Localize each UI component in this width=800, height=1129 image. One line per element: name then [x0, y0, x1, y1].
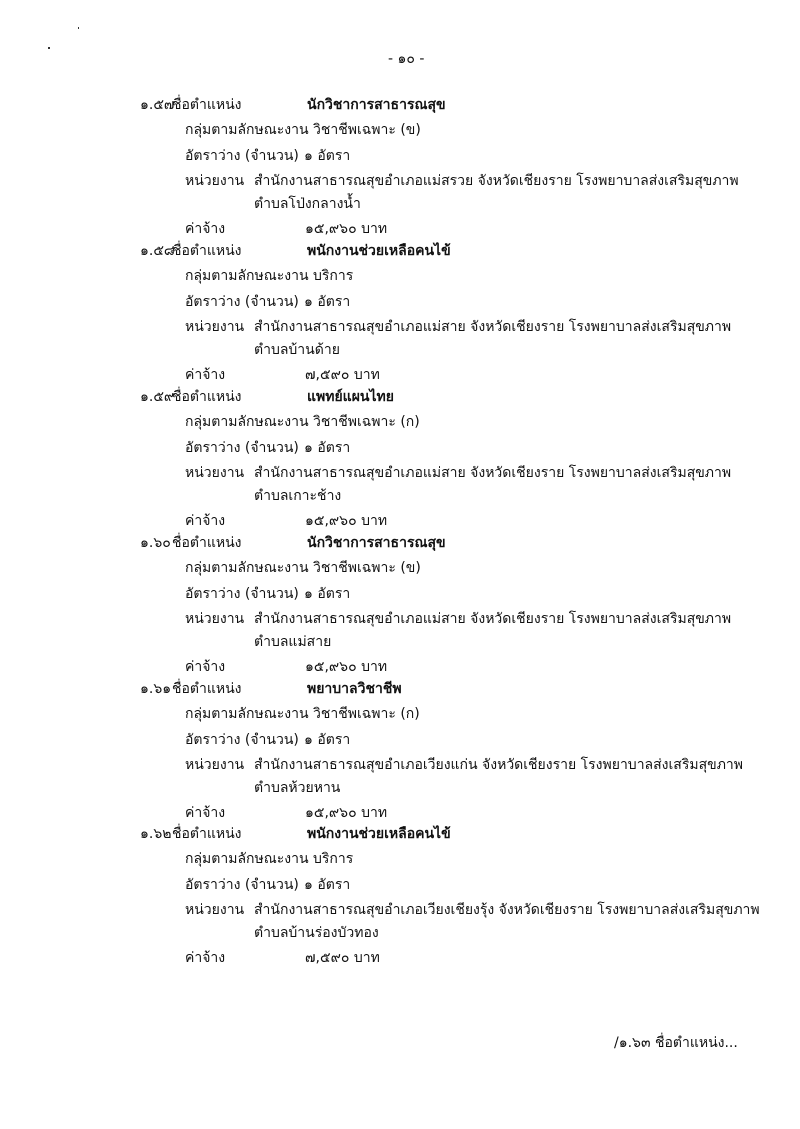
rate-value: ๑ อัตรา — [304, 148, 351, 164]
page-number: - ๑๐ - — [388, 51, 425, 67]
rate-label: อัตราว่าง (จำนวน) — [185, 148, 299, 164]
position-entry — [0, 823, 800, 968]
position-entry — [0, 678, 800, 823]
rate-value: ๑ อัตรา — [304, 732, 351, 748]
wage-label: ค่าจ้าง — [185, 367, 226, 383]
rate-value: ๑ อัตรา — [304, 294, 351, 310]
wage-value: ๗,๕๙๐ บาท — [305, 367, 380, 383]
group-label: กลุ่มตามลักษณะงาน — [185, 268, 309, 284]
unit-label: หน่วยงาน — [185, 173, 245, 189]
unit-value-continued: ตำบลเกาะช้าง — [254, 488, 342, 504]
group-value: วิชาชีพเฉพาะ (ก) — [313, 414, 420, 430]
position-number: ๑.๕๗ — [140, 97, 175, 113]
position-title: แพทย์แผนไทย — [307, 389, 394, 405]
rate-label: อัตราว่าง (จำนวน) — [185, 732, 299, 748]
unit-value: สำนักงานสาธารณสุขอำเภอแม่สาย จังหวัดเชียงราย โรงพยาบาลส่งเสริมสุขภาพ — [254, 319, 732, 335]
group-label: กลุ่มตามลักษณะงาน — [185, 706, 309, 722]
position-entry — [0, 240, 800, 385]
group-label: กลุ่มตามลักษณะงาน — [185, 414, 309, 430]
unit-label: หน่วยงาน — [185, 757, 245, 773]
unit-value: สำนักงานสาธารณสุขอำเภอเวียงแก่น จังหวัดเชียงราย โรงพยาบาลส่งเสริมสุขภาพ — [254, 757, 744, 773]
group-value: บริการ — [313, 851, 354, 867]
rate-label: อัตราว่าง (จำนวน) — [185, 294, 299, 310]
unit-value: สำนักงานสาธารณสุขอำเภอแม่สาย จังหวัดเชียงราย โรงพยาบาลส่งเสริมสุขภาพ — [254, 465, 732, 481]
position-entry — [0, 386, 800, 531]
position-label: ชื่อตำแหน่ง — [172, 243, 242, 259]
position-title: นักวิชาการสาธารณสุข — [307, 535, 446, 551]
unit-value-continued: ตำบลบ้านร่องบัวทอง — [254, 925, 379, 941]
group-value: บริการ — [313, 268, 354, 284]
rate-value: ๑ อัตรา — [304, 586, 351, 602]
position-number: ๑.๕๘ — [140, 243, 175, 259]
unit-value: สำนักงานสาธารณสุขอำเภอเวียงเชียงรุ้ง จังหวัดเชียงราย โรงพยาบาลส่งเสริมสุขภาพ — [254, 902, 760, 918]
position-number: ๑.๖๒ — [140, 826, 172, 842]
rate-label: อัตราว่าง (จำนวน) — [185, 440, 299, 456]
unit-value-continued: ตำบลแม่สาย — [254, 634, 332, 650]
position-title: พนักงานช่วยเหลือคนไข้ — [307, 826, 451, 842]
unit-value-continued: ตำบลบ้านด้าย — [254, 342, 340, 358]
scan-speck — [48, 47, 50, 49]
unit-value-continued: ตำบลโป่งกลางน้ำ — [254, 196, 361, 212]
wage-value: ๑๕,๙๖๐ บาท — [305, 513, 388, 529]
unit-label: หน่วยงาน — [185, 902, 245, 918]
group-value: วิชาชีพเฉพาะ (ข) — [313, 560, 421, 576]
continuation-footer: /๑.๖๓ ชื่อตำแหน่ง... — [614, 1035, 738, 1051]
scan-speck — [78, 27, 79, 29]
position-entry — [0, 94, 800, 239]
position-number: ๑.๖๑ — [140, 681, 172, 697]
rate-label: อัตราว่าง (จำนวน) — [185, 877, 299, 893]
wage-value: ๗,๕๙๐ บาท — [305, 950, 380, 966]
unit-label: หน่วยงาน — [185, 319, 245, 335]
unit-value: สำนักงานสาธารณสุขอำเภอแม่สรวย จังหวัดเชียงราย โรงพยาบาลส่งเสริมสุขภาพ — [254, 173, 739, 189]
unit-label: หน่วยงาน — [185, 611, 245, 627]
wage-label: ค่าจ้าง — [185, 221, 226, 237]
group-label: กลุ่มตามลักษณะงาน — [185, 122, 309, 138]
group-label: กลุ่มตามลักษณะงาน — [185, 560, 309, 576]
wage-value: ๑๕,๙๖๐ บาท — [305, 659, 388, 675]
wage-label: ค่าจ้าง — [185, 659, 226, 675]
position-entry — [0, 532, 800, 677]
group-value: วิชาชีพเฉพาะ (ข) — [313, 122, 421, 138]
position-number: ๑.๖๐ — [140, 535, 171, 551]
position-label: ชื่อตำแหน่ง — [172, 97, 242, 113]
position-title: พนักงานช่วยเหลือคนไข้ — [307, 243, 451, 259]
group-value: วิชาชีพเฉพาะ (ก) — [313, 706, 420, 722]
rate-value: ๑ อัตรา — [304, 440, 351, 456]
position-title: พยาบาลวิชาชีพ — [307, 681, 402, 697]
rate-label: อัตราว่าง (จำนวน) — [185, 586, 299, 602]
unit-value-continued: ตำบลห้วยหาน — [254, 780, 341, 796]
position-label: ชื่อตำแหน่ง — [172, 826, 242, 842]
group-label: กลุ่มตามลักษณะงาน — [185, 851, 309, 867]
wage-label: ค่าจ้าง — [185, 950, 226, 966]
position-label: ชื่อตำแหน่ง — [172, 535, 242, 551]
position-label: ชื่อตำแหน่ง — [172, 681, 242, 697]
wage-value: ๑๕,๙๖๐ บาท — [305, 805, 388, 821]
position-number: ๑.๕๙ — [140, 389, 175, 405]
unit-value: สำนักงานสาธารณสุขอำเภอแม่สาย จังหวัดเชียงราย โรงพยาบาลส่งเสริมสุขภาพ — [254, 611, 732, 627]
position-label: ชื่อตำแหน่ง — [172, 389, 242, 405]
wage-label: ค่าจ้าง — [185, 805, 226, 821]
wage-label: ค่าจ้าง — [185, 513, 226, 529]
unit-label: หน่วยงาน — [185, 465, 245, 481]
rate-value: ๑ อัตรา — [304, 877, 351, 893]
wage-value: ๑๕,๙๖๐ บาท — [305, 221, 388, 237]
position-title: นักวิชาการสาธารณสุข — [307, 97, 446, 113]
